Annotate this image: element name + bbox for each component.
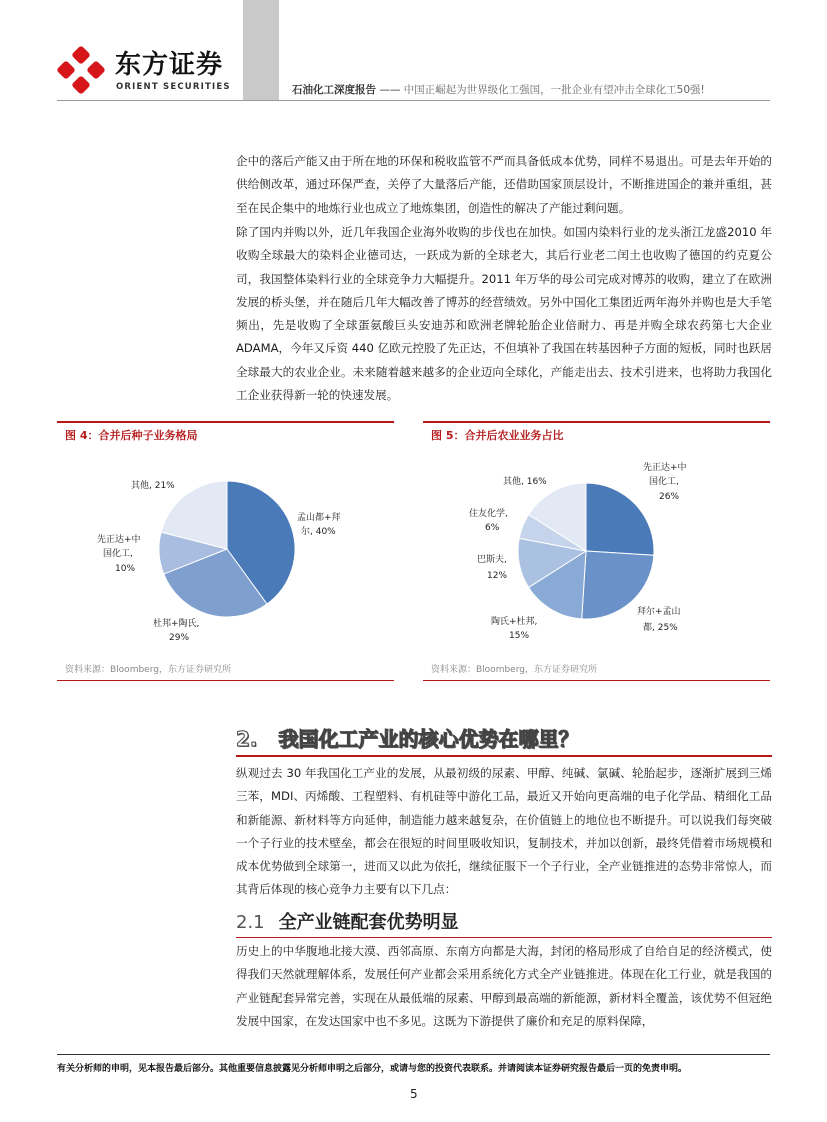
footer-disclaimer: 有关分析师的申明，见本报告最后部分。其他重要信息披露见分析师申明之后部分，或请与您的投资代表联系。并请阅读本证券研究报告最后一页的免责申明。 bbox=[57, 1064, 688, 1074]
figure-4-bottom-rule bbox=[57, 680, 394, 681]
figure-4-pie-chart bbox=[57, 446, 394, 656]
pie5-slice-1 bbox=[586, 483, 654, 555]
figure-4-source: 资料来源：Bloomberg，东方证券研究所 bbox=[65, 665, 231, 675]
section-2-1-title: 全产业链配套优势明显 bbox=[278, 912, 459, 933]
pie4-label-dupont-dow: 杜邦+陶氏, bbox=[153, 619, 200, 629]
footer-rule bbox=[57, 1054, 770, 1055]
pie4-label-syngenta-chemchina: 先正达+中 bbox=[97, 535, 141, 545]
paragraph-4: 历史上的中华腹地北接大漠、西邻高原、东南方向都是大海，封闭的格局形成了自给自足的经济模式，使得我们天然就理解体系，发展任何产业都会采用系统化方式全产业链推进。体现在化工行业，就是我国的产业链配套异常完善，实现在从最低端的尿素、甲醇到最高端的新能源，新材料全覆盖，该优势不但冠绝发展中国家，在发达国家中也不多见。这既为下游提供了廉价和充足的原料保障， bbox=[236, 944, 772, 1028]
header-rule bbox=[57, 100, 770, 101]
page-number: 5 bbox=[410, 1087, 418, 1101]
report-header bbox=[292, 82, 705, 97]
paragraph-1: 企中的落后产能又由于所在地的环保和税收监管不严而具备低成本优势，同样不易退出。可是去年开始的供给侧改革，通过环保严查，关停了大量落后产能，还借助国家顶层设计，不断推进国企的兼并重组，甚至在民企集中的地炼行业也成立了地炼集团，创造性的解决了产能过剩问题。 bbox=[236, 154, 772, 215]
figure-5-pie-chart bbox=[423, 446, 770, 656]
header-accent-bar bbox=[243, 0, 279, 100]
pie5-label-dow-dupont: 陶氏+杜邦, bbox=[491, 617, 538, 627]
pie5-label-sumitomo-value: 6% bbox=[485, 523, 500, 533]
paragraph-2: 除了国内并购以外，近几年我国企业海外收购的步伐也在加快。如国内染料行业的龙头浙江龙盛2010 年收购全球最大的染料企业德司达，一跃成为新的全球老大，其后行业老二闰土也收购了德国的约克夏公司，我国整体染料行业的全球竞争力大幅提升。2011 年万华的母公司完成对博苏的收购，建立了在欧洲发展的桥头堡，并在随后几年大幅改善了博苏的经营绩效。另外中国化工集团近两年海外并购也是大手笔频出，先是收购了全球蛋氨酸巨头安迪苏和欧洲老牌轮胎企业倍耐力、再是并购全球农药第七大企业 ADAMA，今年又斥资 440 亿欧元控股了先正达，不但填补了我国在转基因种子方面的短板，同时也跃居全球最大的农业企业。未来随着越来越多的企业迈向全球化，产能走出去、技术引进来，也将助力我国化工企业获得新一轮的快速发展。 bbox=[236, 225, 772, 403]
header-separator: —— bbox=[379, 84, 401, 96]
pie5-label-syngenta-chemchina-2: 国化工, bbox=[649, 477, 679, 487]
pie5-label-bayer-monsanto: 拜尔+孟山 bbox=[637, 607, 681, 617]
pie4-label-monsanto-bayer: 孟山都+拜 bbox=[297, 513, 341, 523]
report-subtitle: 中国正崛起为世界级化工强国，一批企业有望冲击全球化工50强! bbox=[403, 84, 705, 96]
report-type: 石油化工深度报告 bbox=[292, 84, 376, 96]
paragraph-3: 纵观过去 30 年我国化工产业的发展，从最初级的尿素、甲醇、纯碱、氯碱、轮胎起步，逐渐扩展到三烯三苯，MDI、丙烯酸、工程塑料、有机硅等中游化工品，最近又开始向更高端的电子化学品、精细化工品和新能源、新材料等方向延伸，制造能力越来越复杂，在价值链上的地位也不断提升。可以说我们每突破一个子行业的技术壁垒，都会在很短的时间里吸收知识，复制技术，并加以创新，最终凭借着市场规模和成本优势做到全球第一，进而又以此为依托，继续征服下一个子行业，全产业链推进的态势非常惊人，而其背后体现的核心竞争力主要有以下几点： bbox=[236, 766, 772, 897]
logo-chinese-name: 东方证券 bbox=[115, 50, 224, 80]
pie5-label-syngenta-chemchina-value: 26% bbox=[659, 492, 680, 502]
section-2-heading bbox=[236, 723, 578, 752]
section-2-1-rule bbox=[236, 937, 772, 938]
figure-5-source: 资料来源：Bloomberg，东方证券研究所 bbox=[431, 665, 597, 675]
figure-4-top-rule bbox=[57, 421, 394, 423]
pie5-label-sumitomo: 住友化学, bbox=[469, 509, 508, 519]
pie5-label-basf: 巴斯夫, bbox=[477, 555, 507, 565]
figure-5-top-rule bbox=[423, 421, 770, 423]
pie4-label-dupont-dow-value: 29% bbox=[169, 633, 190, 643]
section-2-1-heading bbox=[236, 908, 459, 934]
pie5-label-dow-dupont-value: 15% bbox=[509, 631, 530, 641]
section-2-1-number: 2.1 bbox=[236, 912, 265, 933]
pie5-label-bayer-monsanto-value: 都, 25% bbox=[643, 623, 678, 633]
section-2-number: 2. bbox=[236, 727, 258, 751]
orient-securities-logo-icon bbox=[57, 46, 107, 96]
pie5-label-basf-value: 12% bbox=[487, 571, 508, 581]
logo-english-name: ORIENT SECURITIES bbox=[116, 82, 231, 92]
pie4-label-others: 其他, 21% bbox=[131, 481, 175, 491]
section-2-rule bbox=[236, 755, 772, 757]
figure-4-title: 图 4：合并后种子业务格局 bbox=[65, 429, 198, 442]
pie4-label-syngenta-chemchina-value: 10% bbox=[115, 564, 136, 574]
figure-5-bottom-rule bbox=[423, 680, 770, 681]
figure-5-title: 图 5：合并后农业业务占比 bbox=[431, 429, 564, 442]
pie5-label-others: 其他, 16% bbox=[503, 477, 547, 487]
section-2-title: 我国化工产业的核心优势在哪里？ bbox=[278, 727, 579, 751]
pie5-label-syngenta-chemchina: 先正达+中 bbox=[643, 463, 687, 473]
pie4-label-syngenta-chemchina-2: 国化工, bbox=[103, 549, 133, 559]
pie4-label-monsanto-bayer-value: 尔, 40% bbox=[301, 527, 336, 537]
